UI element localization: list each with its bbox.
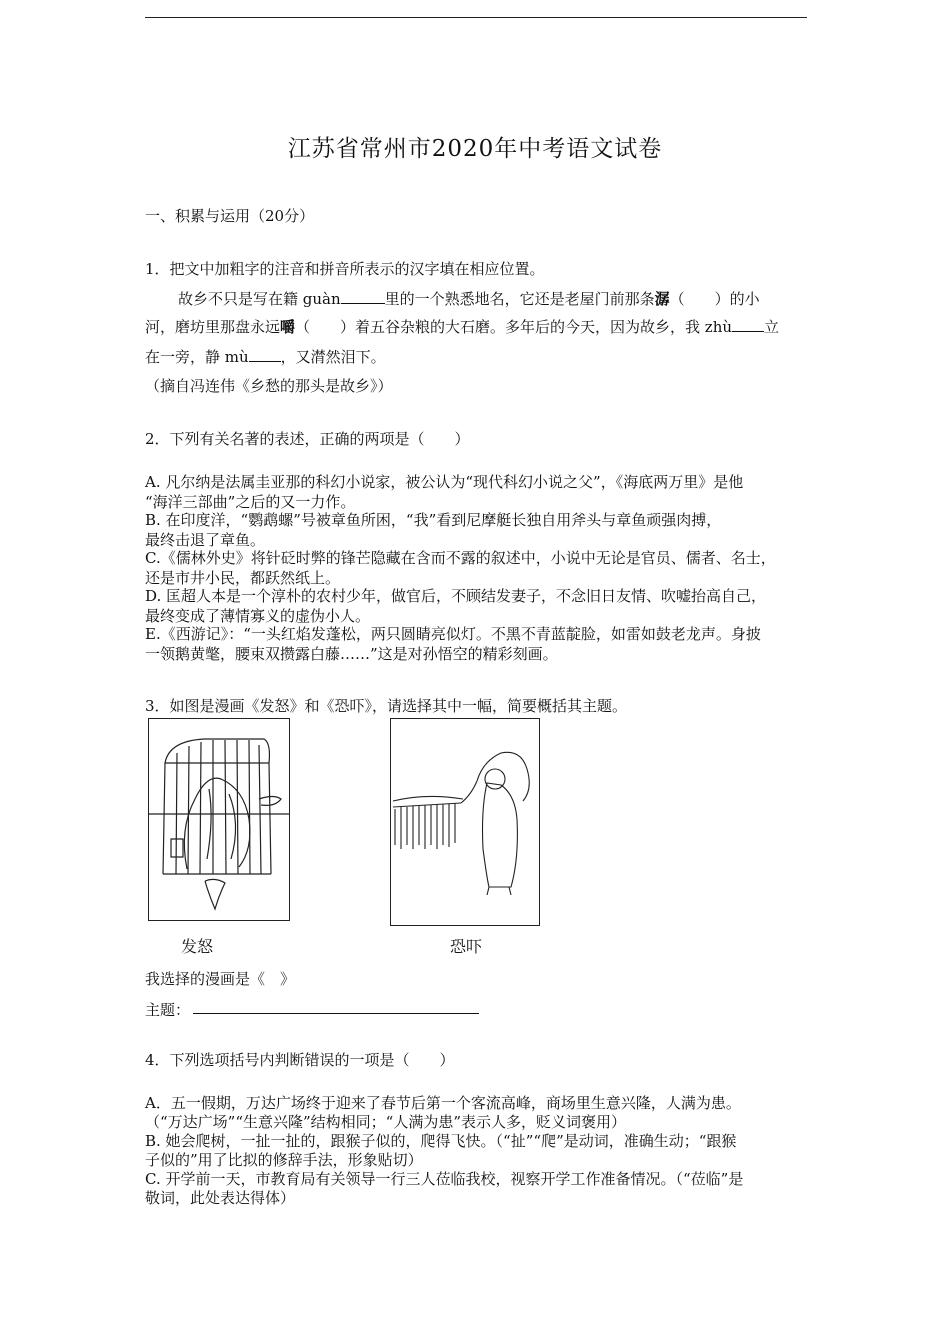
q2-option-e-l1: E.《西游记》：“一头红焰发蓬松，两只圆睛亮似灯。不黑不青蓝靛脸，如雷如鼓老龙声。身披 (145, 625, 761, 643)
q1-text: 河，磨坊里那盘永远 (145, 318, 281, 336)
q2-option-a-l2: “海洋三部曲”之后的又一力作。 (145, 493, 356, 511)
q1-line1 (178, 289, 818, 309)
q2-option-b-l2: 最终击退了章鱼。 (145, 531, 266, 549)
q1-blank-mu[interactable] (249, 347, 281, 362)
q1-text: （ ）的小 (669, 290, 760, 308)
q1-text: 里的一个熟悉地名，它还是老屋门前那条 (384, 290, 655, 308)
q1-text: 在一旁，静 mù (145, 348, 249, 366)
q4-option-c-l1: C. 开学前一天，市教育局有关领导一行三人莅临我校，视察开学工作准备情况。（“莅临”是 (145, 1170, 744, 1188)
q3-theme-label: 主题： (145, 1001, 191, 1019)
cartoon-intimidation-image (390, 718, 540, 926)
q1-source: （摘自冯连伟《乡愁的那头是故乡》） (145, 377, 393, 395)
q4-option-c-l2: 敬词，此处表达得体） (145, 1189, 296, 1207)
q4-option-a-l2: （“万达广场”“生意兴隆”结构相同；“人满为患”表示人多，贬义词褒用） (145, 1113, 627, 1131)
page-title: 江苏省常州市2020年中考语文试卷 (287, 136, 663, 162)
q2-option-b-l1: B. 在印度洋，“鹦鹉螺”号被章鱼所困，“我”看到尼摩艇长独自用斧头与章鱼顽强肉搏， (145, 511, 722, 529)
q1-text: ，又潸然泪下。 (280, 348, 386, 366)
q4-stem: 4．下列选项括号内判断错误的一项是（ ） (145, 1051, 455, 1069)
q3-stem: 3．如图是漫画《发怒》和《恐吓》，请选择其中一幅，简要概括其主题。 (145, 697, 628, 715)
crowd-illustration-icon (391, 719, 539, 925)
q1-bold-char: 嚼 (280, 318, 296, 336)
q2-option-a-l1: A. 凡尔纳是法属圭亚那的科幻小说家，被公认为“现代科幻小说之父”，《海底两万里》是他 (145, 473, 744, 491)
q1-stem: 1．把文中加粗字的注音和拼音所表示的汉字填在相应位置。 (145, 260, 545, 278)
q2-option-d-l2: 最终变成了薄情寡义的虚伪小人。 (145, 607, 371, 625)
q2-option-d-l1: D. 匡超人本是一个淳朴的农村少年，做官后，不顾结发妻子，不念旧日友情、吹嘘抬高自己， (145, 587, 767, 605)
q2-stem: 2．下列有关名著的表述，正确的两项是（ ） (145, 430, 470, 448)
q1-line2 (145, 317, 815, 337)
header-rule (145, 17, 807, 18)
q2-option-e-l2: 一领鹅黄氅，腰束双攒露白藤……”这是对孙悟空的精彩刻画。 (145, 645, 558, 663)
q1-bold-char: 潺 (654, 290, 670, 308)
cartoon-anger-image (148, 718, 290, 921)
q4-option-a-l1: A．五一假期，万达广场终于迎来了春节后第一个客流高峰，商场里生意兴隆，人满为患。 (145, 1094, 741, 1112)
q1-text: 立 (764, 318, 780, 336)
q1-blank-zhu[interactable] (732, 317, 764, 332)
q3-theme-answer-line[interactable] (193, 1013, 479, 1014)
q1-blank-guan[interactable] (341, 289, 385, 304)
q1-line3 (145, 347, 810, 367)
cage-illustration-icon (149, 719, 289, 920)
section-heading: 一、积累与运用（20分） (145, 207, 315, 225)
caption-intimidation: 恐吓 (450, 937, 483, 956)
q3-choice-line[interactable]: 我选择的漫画是《 》 (145, 970, 296, 988)
q4-option-b-l1: B. 她会爬树，一扯一扯的，跟猴子似的，爬得飞快。（“扯”“爬”是动词，准确生动；“跟猴 (145, 1132, 737, 1150)
q4-option-b-l2: 子似的”用了比拟的修辞手法，形象贴切） (145, 1151, 423, 1169)
caption-anger: 发怒 (181, 937, 214, 956)
q2-option-c-l2: 还是市井小民，都跃然纸上。 (145, 569, 341, 587)
q1-text: （ ）着五谷杂粮的大石磨。多年后的今天，因为故乡，我 zhù (295, 318, 733, 336)
q1-text: 故乡不只是写在籍 guàn (178, 290, 341, 308)
q2-option-c-l1: C.《儒林外史》将针砭时弊的锋芒隐藏在含而不露的叙述中，小说中无论是官员、儒者、名士， (145, 549, 776, 567)
